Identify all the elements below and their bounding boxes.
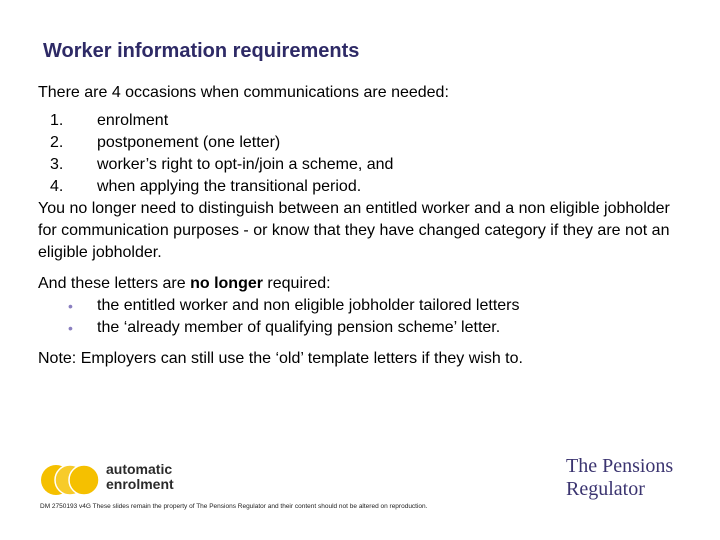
list-item-text: worker’s right to opt-in/join a scheme, and (97, 156, 394, 173)
list-item (38, 295, 678, 317)
list-item (38, 110, 678, 132)
letters-intro-after: required: (262, 275, 331, 292)
list-number: 2. (50, 134, 64, 151)
list-item-text: the ‘already member of qualifying pension scheme’ letter. (97, 319, 501, 336)
list-item-text: postponement (one letter) (97, 134, 281, 151)
bullet-icon: • (68, 298, 73, 314)
list-item-text: when applying the transitional period. (97, 178, 362, 195)
bullet-icon: • (68, 320, 73, 336)
distinguish-paragraph: You no longer need to distinguish between an entitled worker and a non eligible jobholder for communication purposes - or know that they have changed category if they are not an eligible jobholder. (38, 200, 670, 261)
list-number: 3. (50, 156, 64, 173)
footer-disclaimer: DM 2750193 v4G These slides remain the property of The Pensions Regulator and their content should not be altered on reproduction. (40, 503, 428, 510)
letters-intro-emphasis: no longer (190, 275, 263, 292)
pensions-regulator-logo (566, 455, 673, 501)
letters-intro (38, 273, 678, 295)
letters-list (38, 295, 678, 339)
note-text: Note: Employers can still use the ‘old’ template letters if they wish to. (38, 350, 523, 367)
ae-logo-text (106, 462, 174, 492)
slide-body (38, 82, 678, 370)
list-item-text: the entitled worker and non eligible jobholder tailored letters (97, 297, 520, 314)
ae-logo-line-2: enrolment (106, 476, 174, 492)
slide-title: Worker information requirements (43, 40, 360, 62)
list-item (38, 176, 678, 198)
occasions-list (38, 110, 678, 198)
automatic-enrolment-logo (40, 460, 190, 500)
list-item (38, 132, 678, 154)
ae-logo-line-1: automatic (106, 461, 173, 477)
list-number: 1. (50, 112, 64, 129)
intro-text: There are 4 occasions when communications are needed: (38, 84, 449, 101)
letters-intro-before: And these letters are (38, 275, 191, 292)
ae-circles-icon (40, 462, 104, 498)
list-item-text: enrolment (97, 112, 169, 129)
list-number: 4. (50, 178, 64, 195)
tpr-logo-line-1: The Pensions (566, 455, 674, 477)
tpr-logo-line-2: Regulator (566, 478, 645, 500)
list-item (38, 154, 678, 176)
list-item (38, 317, 678, 339)
